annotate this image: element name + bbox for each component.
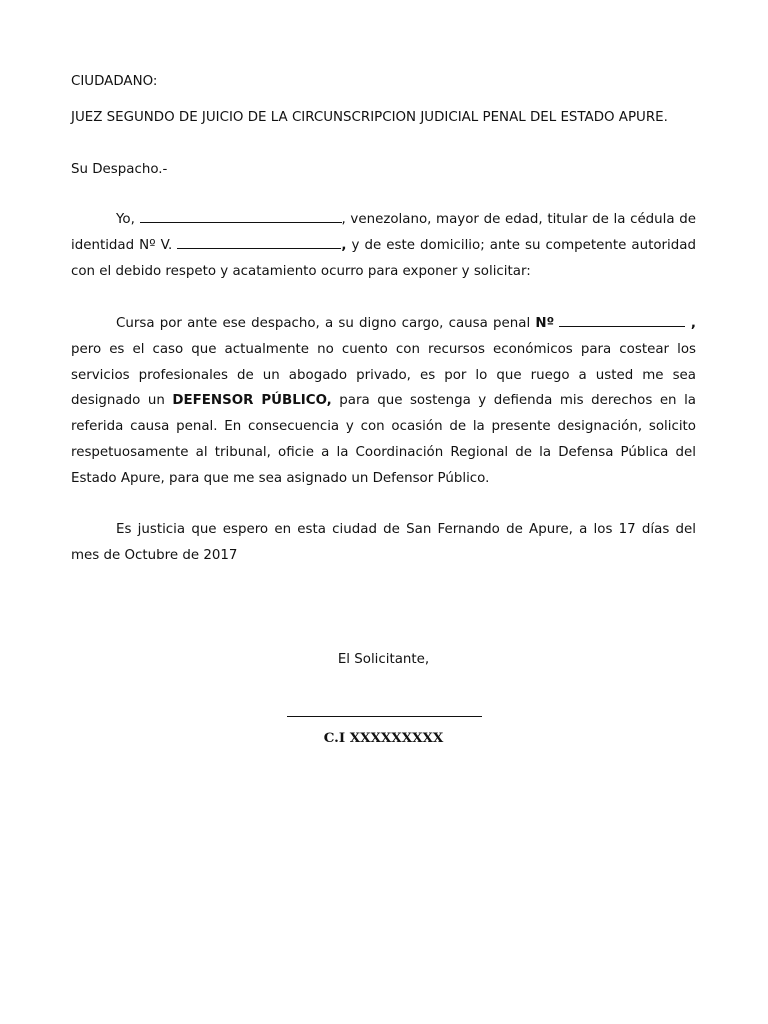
letter-page [71,0,696,1024]
request-end-text: para que sostenga y defienda mis derechos en la referida causa penal. En consecuencia y con ocasión de la presente designación, solicito respetuosamente al tribunal, oficie a la Coordinación Regional de la Defensa Pública del Estado Apure, para que me sea asignado un Defensor Público. [71,393,696,486]
causa-number-blank [559,314,685,327]
paragraph-request [71,311,696,492]
solicitante-label: El Solicitante, [337,652,430,667]
greeting: Su Despacho.- [71,162,168,177]
defensor-publico-label: DEFENSOR PÚBLICO, [172,393,332,409]
causa-text: Cursa por ante ese despacho, a su digno cargo, causa penal [116,316,536,331]
causa-comma: , [685,316,697,331]
ci-blank [177,236,341,249]
numero-label: Nº [535,316,555,331]
signature-ci: C.I XXXXXXXXX [323,730,444,746]
ci-comma: , [341,237,347,253]
signature-line [287,716,482,717]
name-blank [140,210,342,223]
identification-text: , venezolano, mayor de edad, titular de la cédula de identidad Nº V. [71,212,696,253]
paragraph-identification [71,207,696,284]
request-text: pero es el caso que actualmente no cuento con recursos económicos para costear los servicios profesionales de un abogado privado, es por lo que ruego a usted me sea designado un [71,341,696,409]
addressee: CIUDADANO: [71,74,158,89]
paragraph-closing: Es justicia que espero en esta ciudad de San Fernando de Apure, a los 17 días del mes de Octubre de 2017 [71,522,696,563]
judge-title: JUEZ SEGUNDO DE JUICIO DE LA CIRCUNSCRIPCION JUDICIAL PENAL DEL ESTADO APURE. [71,110,668,125]
yo-text: Yo, [116,212,135,227]
domicile-text: y de este domicilio; ante su competente autoridad con el debido respeto y acatamiento ocurro para exponer y solicitar: [71,237,696,279]
